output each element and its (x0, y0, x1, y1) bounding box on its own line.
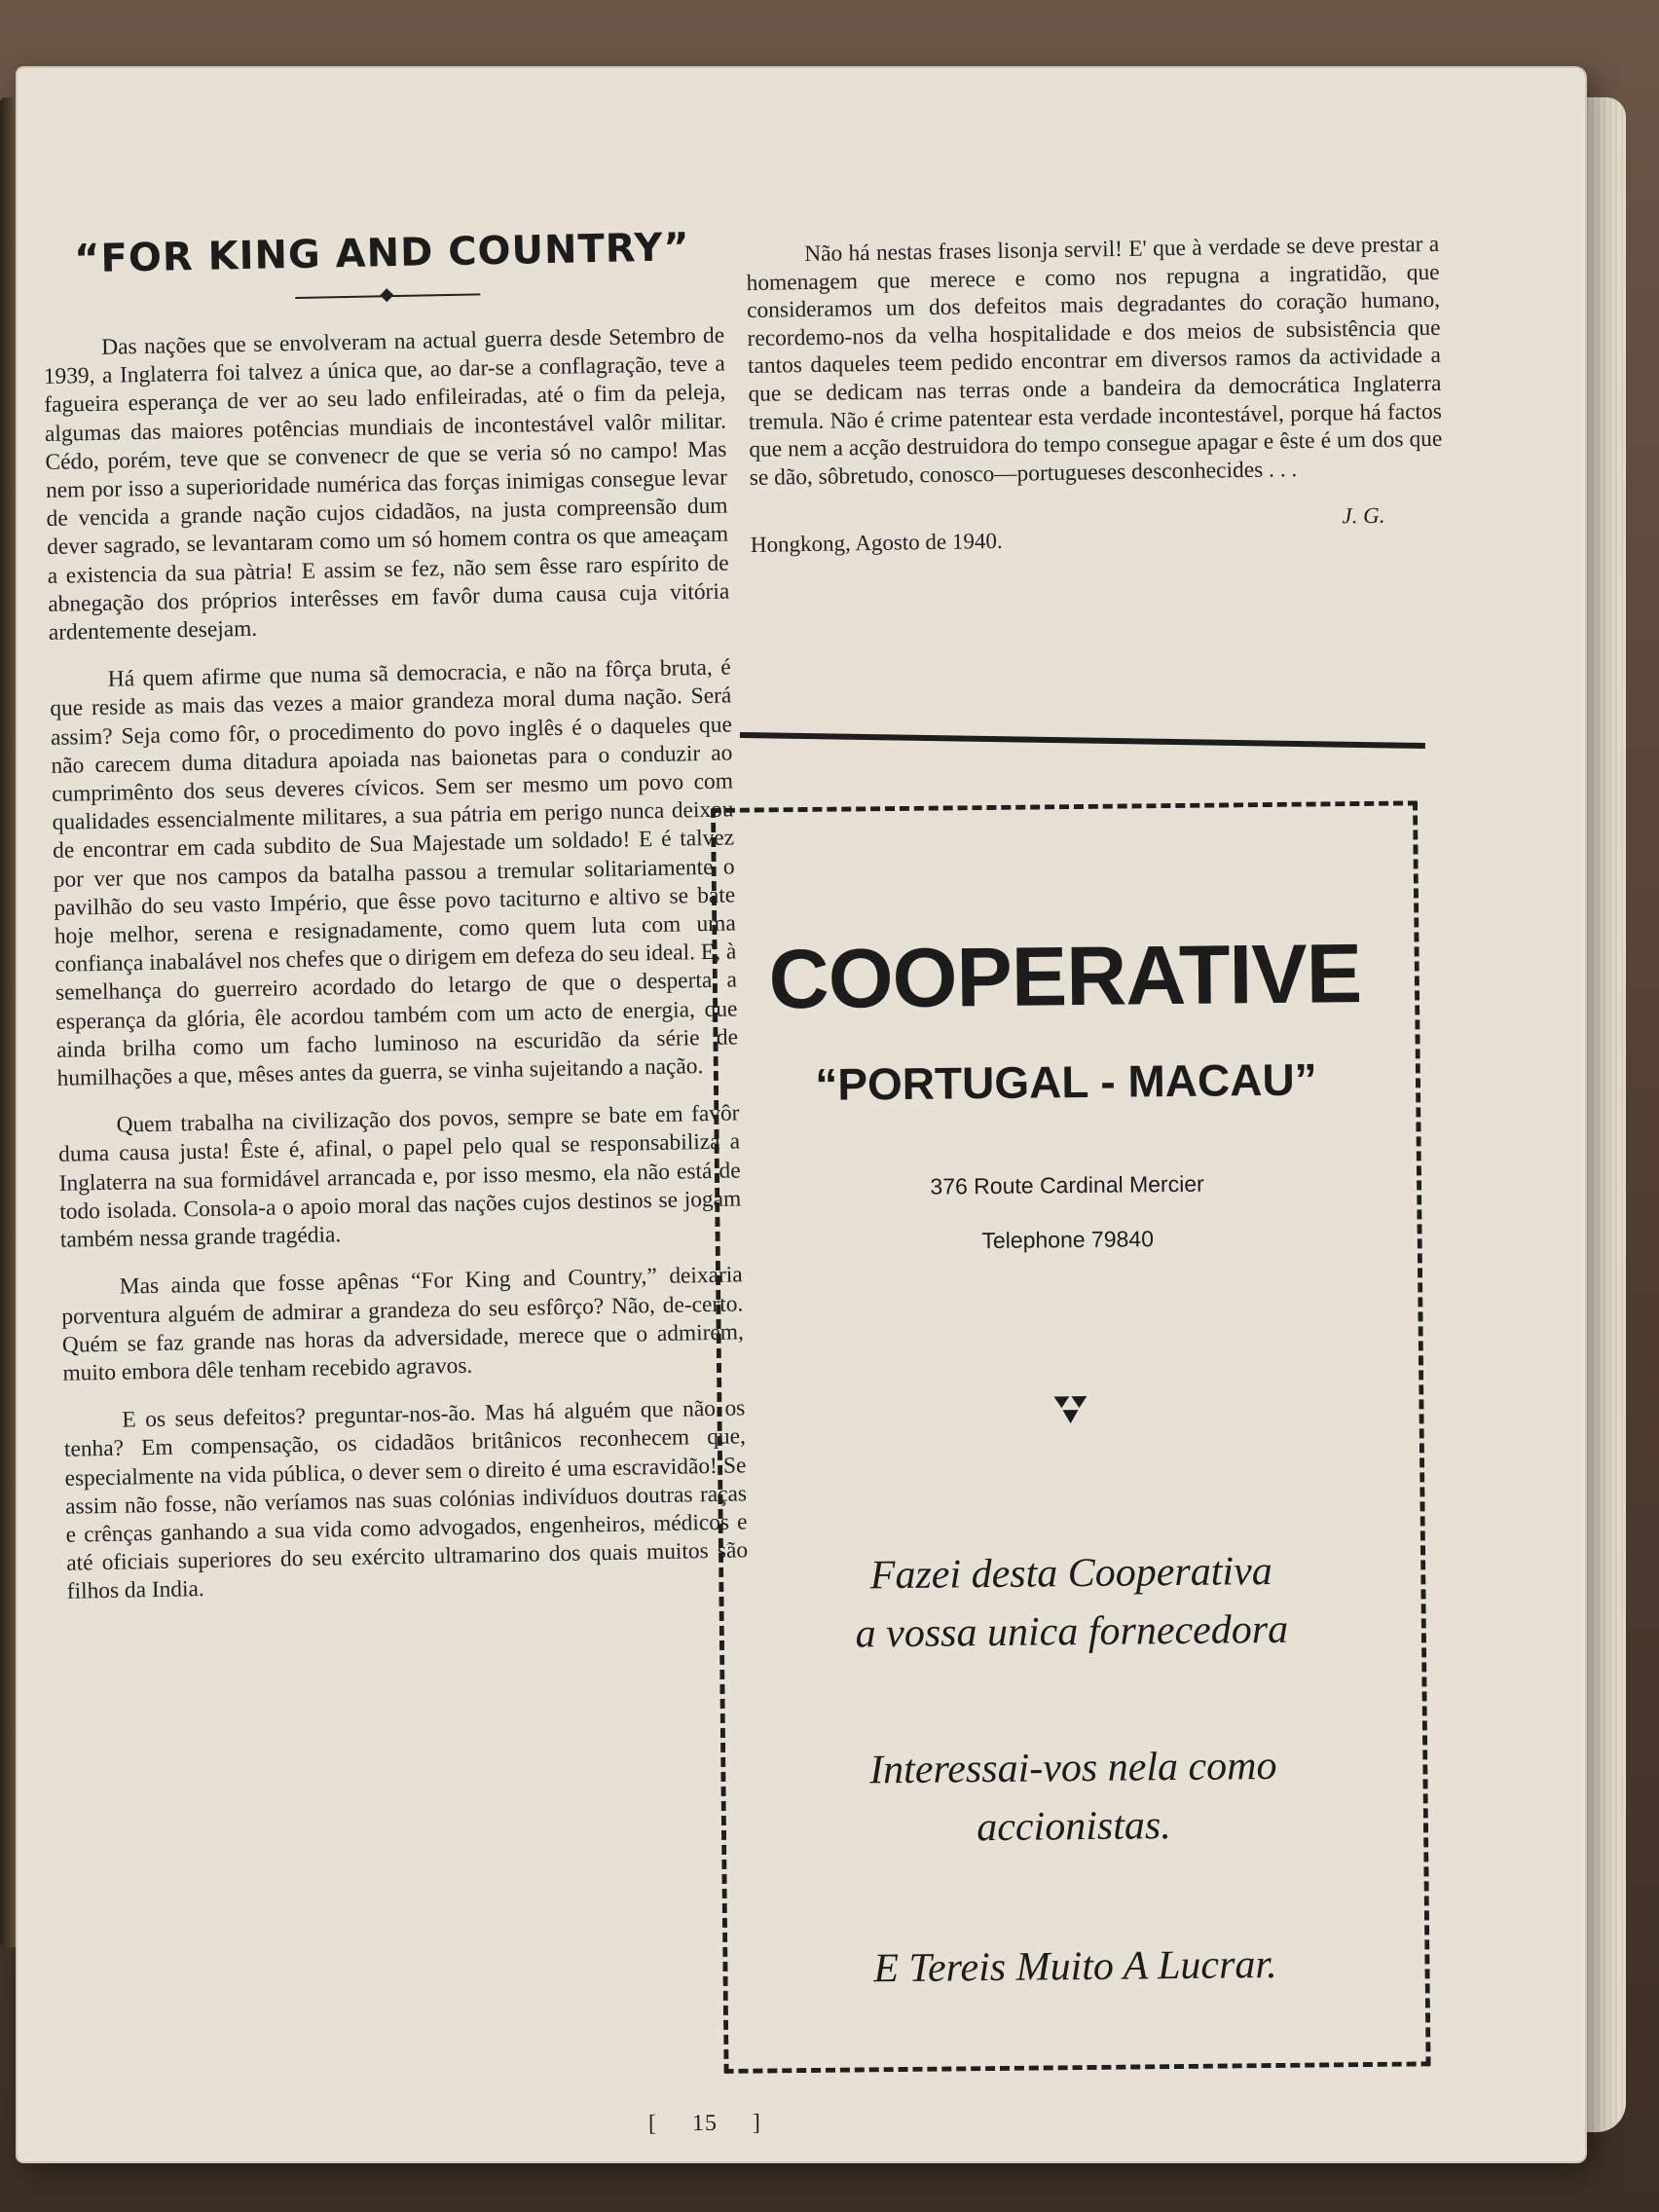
article-left-column (41, 221, 757, 2083)
article-paragraph-4: Mas ainda que fosse apênas “For King and Country,” deixaria porventura alguém de admirar a grandeza do seu esfôrço? Não, de-certo. Quém se faz grande nas horas da adversidade, merece que o admirem, muito embora dêle tenham recebido agravos. (61, 1262, 745, 1386)
author-signature: J. G. (1342, 503, 1385, 529)
ad-subtitle: “PORTUGAL - MACAU” (815, 1053, 1317, 1110)
ad-slogan-3: E Tereis Muito A Lucrar. (873, 1941, 1277, 1992)
article-paragraph-2: Há quem afirme que numa sã democracia, e não na fôrça bruta, é que reside as mais das vezes a maior grandeza moral duma nação. Será assim? Seja como fôr, o procedimento do povo inglês é o daqueles que não carecem duma ditadura apoiada nas baionetas para o conduzir ao cumprimênto dos seus deveres cívicos. Sem ser mesmo um povo com qualidades essencialmente militares, a sua pátria em perigo nunca deixou de encontrar em cada subdito de Sua Majestade um soldado! E é talvez por ver que nos campos da batalha passou a tremular solitariamente o pavilhão do seu vasto Império, que êsse povo taciturno e altivo se bate hoje melhor, serena e resignadamente, como quem luta com uma confiança inabalável nos chefes que o dirigem em defeza do seu ideal. E, à semelhança do guerreiro acordado do letargo de que o desperta a esperança da glória, êle acordou também com um acto de energia, que ainda brilha como um facho luminoso na escuridão da série de humilhações a que, mêses antes da guerra, se vinha sujeitando a nação. (50, 654, 739, 1091)
ad-address: 376 Route Cardinal Mercier (930, 1170, 1204, 1199)
page-number (631, 2110, 779, 2137)
ad-slogan-1 (719, 1540, 1424, 1665)
place-date: Hongkong, Agosto de 1940. (750, 529, 1003, 558)
ad-slogan-1-line-1: Fazei desta Cooperativa (869, 1549, 1272, 1599)
article-paragraph-3: Quem trabalha na civilização dos povos, sempre se bate em favôr duma causa justa! Êste é, afinal, o papel pelo qual se responsabiliza a Inglaterra na sua formidável arrancada e, por isso mesmo, ela não está de todo isolada. Consola-a o apoio moral das nações cujos destinos se jogam também nessa grande tragédia. (57, 1100, 742, 1253)
ad-slogan-2-line-1: Interessai-vos nela como (868, 1743, 1277, 1793)
ad-name: COOPERATIVE (768, 927, 1362, 1027)
ad-telephone: Telephone 79840 (981, 1226, 1155, 1254)
article-continuation: Não há nestas frases lisonja servil! E' que à verdade se deve prestar a homenagem que merece e como nos repugna a ingratidão, que consideramos um dos defeitos mais degradantes do coração humano, recordemo-nos da velha hospitalidade e dos meios de subsistência que tantos daqueles teem pedido encontrar em diversos ramos da actividade a que se dedicam nas terras onde a bandeira da democrática Inglaterra tremula. Não é crime patentear esta verdade incontestável, porque há factos que nem a acção destruidora do tempo consegue apagar e êste é um dos que se dão, sôbretudo, conosco—portugueses desconhecides . . . (746, 231, 1443, 491)
page-number-bracket-close: ] (752, 2110, 762, 2136)
article-paragraph-5: E os seus defeitos? preguntar-nos-ão. Mas há alguém que não os tenha? Em compensação, os cidadãos britânicos reconhecem que, especialmente na vida pública, o dever sem o direito é uma escravidão! Se assim não fosse, não veríamos nas suas colónias indivíduos doutras raças e crênças ganhando a sua vida como advogados, engenheiros, médicos e até oficiais superiores do seu exército ultramarino dos quais muitos são filhos da India. (63, 1395, 749, 1605)
ad-slogan-1-line-2: a vossa unica fornecedora (855, 1606, 1289, 1657)
ad-content (711, 800, 1429, 2072)
ad-slogan-2 (720, 1735, 1426, 1860)
title-ornament (42, 276, 723, 317)
article-right-column (746, 231, 1444, 558)
advertisement (711, 800, 1429, 2072)
ornament-diamond-icon (380, 288, 393, 302)
article-paragraph-1: Das nações que se envolveram na actual guerra desde Setembro de 1939, a Inglaterra foi talvez a única que, ao dar-se a conflagração, teve a fagueira esperança de ver ao seu lado enfileiradas, até o fim da peleja, algumas das maiores potências mundiais de incontestável valôr militar. Cédo, porém, teve que se convenecr de que se veria só no campo! Mas nem por isso a superioridade numérica das forças inimigas consegue levar de vencida a grande nação cujos cidadãos, na justa compreensão dum dever sagrado, se levantaram como um só homem contra os que ameaçam a existencia da sua pàtria! E assim se fez, não sem êsse raro espírito de abnegação dos próprios interêsses em favôr duma causa cuja vitória ardentemente desejam. (43, 322, 730, 645)
page-number-value: 15 (691, 2110, 719, 2137)
article-title: “FOR KING AND COUNTRY” (73, 225, 691, 282)
page-number-bracket-open: [ (647, 2111, 658, 2137)
book-page (18, 68, 1585, 2161)
ad-slogan-2-line-2: accionistas. (976, 1803, 1171, 1851)
section-divider (740, 732, 1425, 749)
triangle-ornament-icon (1053, 1396, 1087, 1423)
